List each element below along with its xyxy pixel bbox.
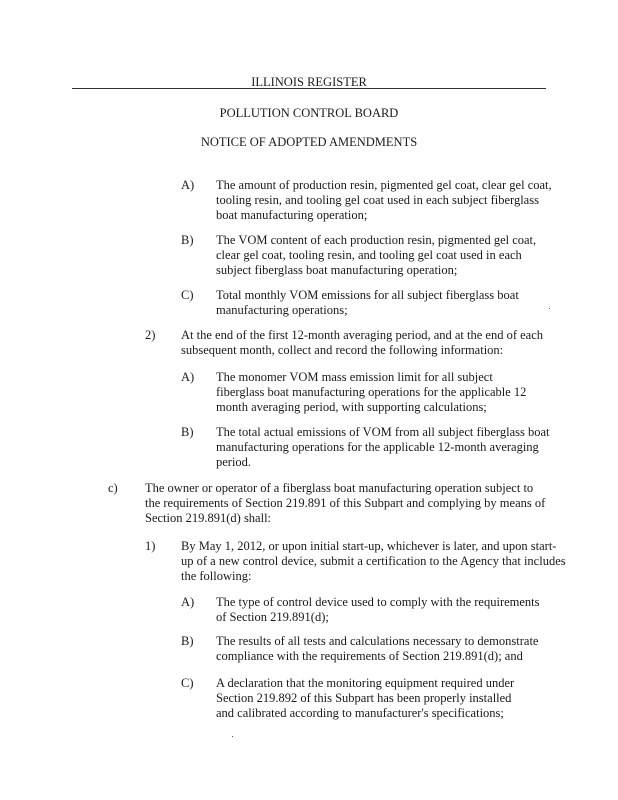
item-label: A)	[181, 178, 195, 192]
item-text: At the end of the first 12-month averaging period, and at the end of each subsequent month, collect and record the following information:	[181, 328, 544, 357]
scan-speck	[549, 308, 550, 309]
item-text: A declaration that the monitoring equipment required under Section 219.892 of this Subpart has been properly installed and calibrated according to manufacturer's specifications;	[216, 676, 515, 720]
item-label: A)	[181, 595, 195, 609]
item-label: C)	[181, 288, 194, 302]
register-title: ILLINOIS REGISTER	[251, 75, 367, 89]
header-rule	[72, 88, 546, 89]
item-label: 2)	[145, 328, 156, 342]
item-text: The VOM content of each production resin, pigmented gel coat, clear gel coat, tooling resin, and tooling gel coat used in each subject fiberglass boat manufacturing operation;	[216, 233, 537, 277]
item-text: The total actual emissions of VOM from all subject fiberglass boat manufacturing operations for the applicable 12-month averaging period.	[216, 425, 550, 469]
item-text: The monomer VOM mass emission limit for all subject fiberglass boat manufacturing operations for the applicable 12 month averaging period, with supporting calculations;	[216, 370, 527, 414]
notice-title: NOTICE OF ADOPTED AMENDMENTS	[200, 135, 418, 149]
item-text: The amount of production resin, pigmented gel coat, clear gel coat, tooling resin, and tooling gel coat used in each subject fiberglass boat manufacturing operation;	[216, 178, 552, 222]
item-text: The results of all tests and calculations necessary to demonstrate compliance with the requirements of Section 219.891(d); and	[216, 634, 539, 663]
board-title: POLLUTION CONTROL BOARD	[219, 106, 399, 120]
item-text: Total monthly VOM emissions for all subject fiberglass boat manufacturing operations;	[216, 288, 519, 317]
item-text: The type of control device used to comply with the requirements of Section 219.891(d);	[216, 595, 540, 624]
scan-speck	[232, 736, 233, 737]
item-label: A)	[181, 370, 195, 384]
item-label: 1)	[145, 539, 156, 553]
item-label: B)	[181, 425, 194, 439]
item-text: By May 1, 2012, or upon initial start-up, whichever is later, and upon start-up of a new control device, submit a certification to the Agency that includes the following:	[181, 539, 566, 583]
item-label: C)	[181, 676, 194, 690]
item-label: B)	[181, 634, 194, 648]
item-label: c)	[108, 481, 118, 495]
item-text: The owner or operator of a fiberglass boat manufacturing operation subject to the requirements of Section 219.891 of this Subpart and complying by means of Section 219.891(d) shall:	[145, 481, 546, 525]
item-label: B)	[181, 233, 194, 247]
